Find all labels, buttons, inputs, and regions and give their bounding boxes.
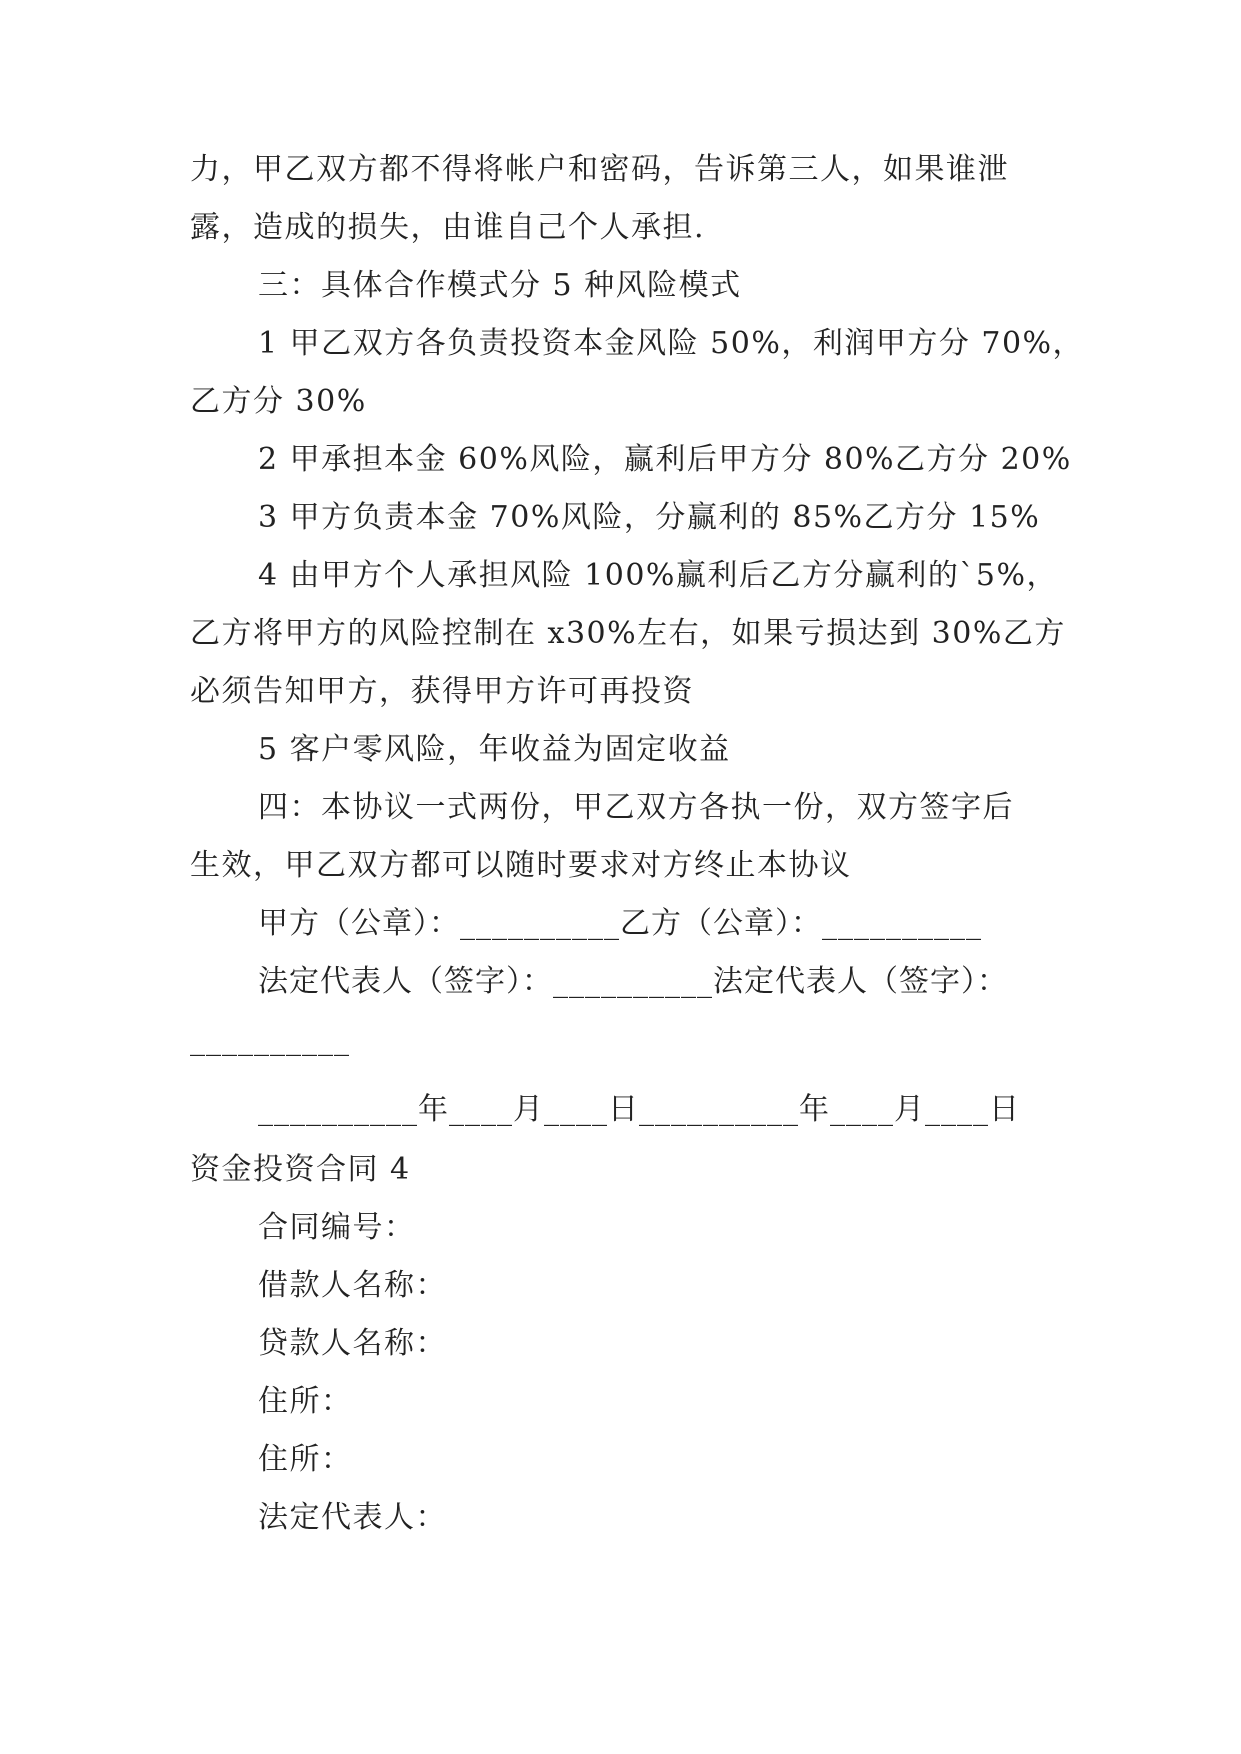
signature-blank: __________ bbox=[190, 1022, 350, 1057]
paragraph-line: 乙方将甲方的风险控制在 x30%左右，如果亏损达到 30%乙方 bbox=[190, 616, 1066, 651]
document-title: 资金投资合同 4 bbox=[190, 1152, 411, 1187]
paragraph-line: 3 甲方负责本金 70%风险，分赢利的 85%乙方分 15% bbox=[258, 500, 1041, 535]
date-line: __________年____月____日__________年____月____日 bbox=[258, 1092, 1020, 1127]
paragraph-line: 1 甲乙双方各负责投资本金风险 50%，利润甲方分 70%， bbox=[258, 326, 1085, 361]
paragraph-line: 必须告知甲方，获得甲方许可再投资 bbox=[190, 674, 694, 709]
paragraph-line: 力，甲乙双方都不得将帐户和密码，告诉第三人，如果谁泄 bbox=[190, 152, 1009, 187]
paragraph-line: 露，造成的损失，由谁自己个人承担. bbox=[190, 210, 706, 245]
section-heading: 三：具体合作模式分 5 种风险模式 bbox=[258, 268, 742, 303]
paragraph-line: 4 由甲方个人承担风险 100%赢利后乙方分赢利的`5%， bbox=[258, 558, 1059, 593]
paragraph-line: 5 客户零风险，年收益为固定收益 bbox=[258, 732, 731, 767]
field-label: 住所： bbox=[258, 1442, 353, 1477]
field-label: 法定代表人： bbox=[258, 1500, 447, 1535]
field-label: 住所： bbox=[258, 1384, 353, 1419]
seal-line: 甲方（公章）：__________乙方（公章）：__________ bbox=[258, 906, 982, 941]
section-heading: 四：本协议一式两份，甲乙双方各执一份，双方签字后 bbox=[258, 790, 1014, 825]
paragraph-line: 生效，甲乙双方都可以随时要求对方终止本协议 bbox=[190, 848, 852, 883]
field-label: 合同编号： bbox=[258, 1210, 416, 1245]
field-label: 借款人名称： bbox=[258, 1268, 447, 1303]
signature-line: 法定代表人（签字）：__________法定代表人（签字）： bbox=[258, 964, 1008, 999]
paragraph-line: 乙方分 30% bbox=[190, 384, 367, 419]
paragraph-line: 2 甲承担本金 60%风险，赢利后甲方分 80%乙方分 20% bbox=[258, 442, 1072, 477]
field-label: 贷款人名称： bbox=[258, 1326, 447, 1361]
